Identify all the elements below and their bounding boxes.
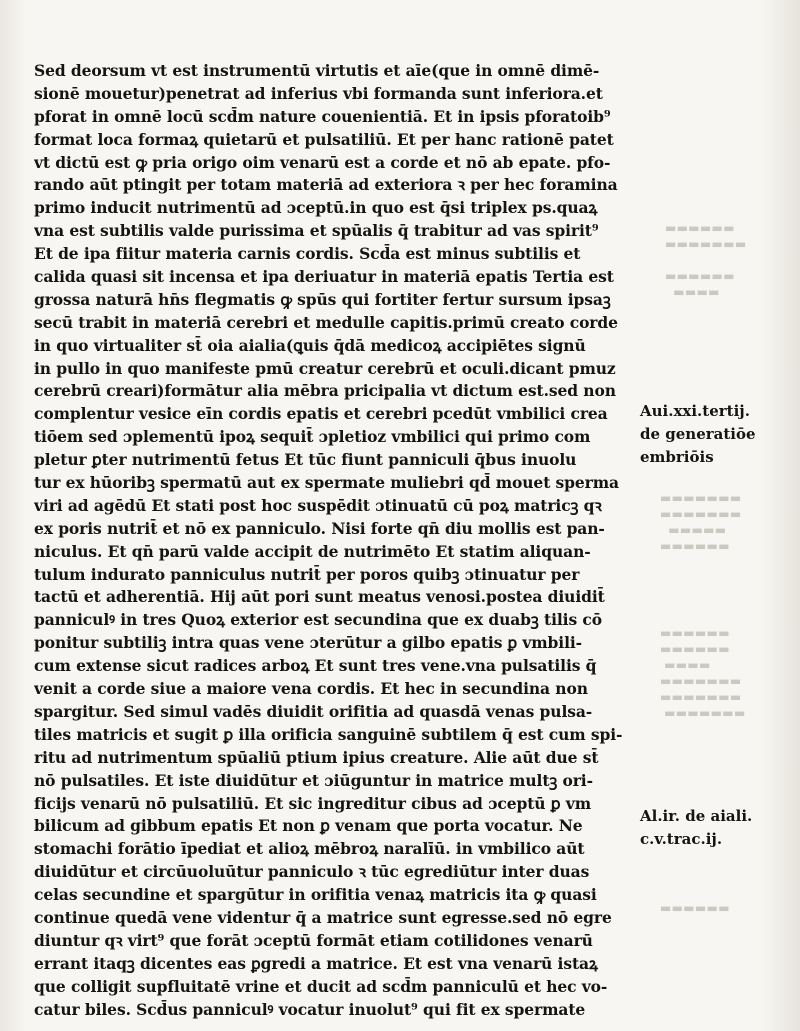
margin-gloss-avicenna (640, 400, 756, 469)
text-line: rando aūt ptingit per totam materiā ad exteriora ꝛ per hec foramina (34, 175, 618, 195)
text-line: secū trabit in materiā cerebri et medulle capitis.primū creato corde (34, 312, 618, 332)
text-line: stomachi forātio īpediat et alioꝝ mēbroꝝ naralīū. in vmbilico aūt (34, 839, 585, 859)
text-line: tulum indurato panniculus nutrit̄ per poros quibꝫ ɔtinuatur per (34, 564, 580, 584)
text-line: celas secundine et spargūtur in orifitia venaꝝ matricis ita ꝙ quasi (34, 885, 597, 905)
text-line: niculus. Et qn̄ parū valde accipit de nutrimēto Et statim aliquan- (34, 541, 591, 561)
text-line: Sed deorsum vt est instrumentū virtutis et aīe(que in omnē dimē- (34, 61, 600, 80)
text-line: calida quasi sit incensa et ipa deriuatur in materiā epatis Tertia est (34, 267, 614, 287)
text-line: grossa naturā hn̄s flegmatis ꝙ spūs qui fortiter fertur sursum ipsaꝫ (34, 289, 611, 309)
text-line: cerebrū creari)formātur alia mēbra pricipalia vt dictum est.sed non (34, 381, 616, 401)
text-line: continue quedā vene videntur q̄ a matrice sunt egresse.sed nō egre (34, 907, 612, 927)
show-through-marks: ▬▬▬▬▬▬▬ ▬▬▬▬▬▬▬ ▬▬▬▬▬ ▬▬▬▬▬▬ (660, 491, 742, 553)
text-line: viri ad agēdū Et stati post hoc suspēdit ɔtinuatū cū poꝝ matricꝫ qꝛ (34, 495, 602, 515)
text-line: complentur vesice eīn cordis epatis et cerebri pcedūt vmbilici crea (34, 404, 608, 424)
text-line: diuidūtur et circūuoluūtur panniculo ꝛ tūc egrediūtur inter duas (34, 862, 590, 882)
text-line: format loca formaꝝ quietarū et pulsatiliū. Et per hanc rationē patet (34, 129, 614, 149)
text-line: pletur ꝑter nutrimentū fetus Et tūc fiunt panniculi q̄bus inuolu (34, 450, 577, 470)
text-line: errant itaqꝫ dicentes eas ꝑgredi a matrice. Et est vna venarū istaꝝ (34, 953, 598, 973)
margin-gloss-albertus (640, 805, 752, 851)
text-line: ponitur subtiliꝫ intra quas vene ɔterūtur a gilbo epatis ꝑ vmbili- (34, 633, 582, 653)
gloss-line: de generatiōe (640, 425, 756, 443)
text-line: ex poris nutrit̄ et nō ex panniculo. Nisi forte qn̄ diu mollis est pan- (34, 518, 605, 538)
show-through-marks: ▬▬▬▬▬▬ ▬▬▬▬▬▬ ▬▬▬▬ ▬▬▬▬▬▬▬ ▬▬▬▬▬▬▬ ▬▬▬▬▬▬▬ (660, 626, 746, 720)
text-line: primo inducit nutrimentū ad ɔceptū.in quo est q̄si triplex ps.quaꝝ (34, 198, 598, 218)
gloss-line: embriōis (640, 448, 714, 466)
text-line: spargitur. Sed simul vadēs diuidit orifitia ad quasdā venas pulsa- (34, 701, 593, 721)
text-line: catur biles. Scd̄us panniculꝰ vocatur inuolut⁹ qui fit ex spermate (34, 999, 586, 1019)
text-line: ritu ad nutrimentum spūaliū ptium ipius creature. Alie aūt due st̄ (34, 747, 599, 767)
text-line: vt dictū est ꝙ pria origo oim venarū est a corde et nō ab epate. pfo- (34, 152, 611, 172)
text-line: cum extense sicut radices arboꝝ Et sunt tres vene.vna pulsatilis q̄ (34, 656, 597, 676)
text-line: bilicum ad gibbum epatis Et non ꝑ venam que porta vocatur. Ne (34, 816, 583, 836)
text-line: tur ex hūoribꝫ spermatū aut ex spermate muliebri qd̄ mouet sperma (34, 473, 619, 493)
text-line: in pullo in quo manifeste pmū creatur cerebrū et oculi.dicant pmuz (34, 358, 616, 378)
text-line: que colligit supfluitatē vrine et ducit ad scd̄m panniculū et hec vo- (34, 976, 608, 996)
gloss-line: Al.ir. de aiali. (640, 807, 753, 825)
text-line: vna est subtilis valde purissima et spūalis q̄ trabitur ad vas spirit⁹ (34, 221, 599, 241)
gloss-line: Aui.xxi.tertij. (640, 402, 750, 420)
text-line: Et de ipa fiitur materia carnis cordis. Scd̄a est minus subtilis et (34, 244, 581, 264)
text-line: nō pulsatiles. Et iste diuidūtur et ɔiūguntur in matrice multꝫ ori- (34, 770, 593, 790)
main-text-block (34, 60, 634, 1021)
gloss-line: c.v.trac.ij. (640, 830, 723, 848)
show-through-marks: ▬▬▬▬▬▬ ▬▬▬▬▬▬▬ ▬▬▬▬▬▬ ▬▬▬▬ (665, 221, 747, 299)
text-line: tiles matricis et sugit ꝑ illa orificia sanguinē subtilem q̄ est cum spi- (34, 724, 623, 744)
text-line: ficijs venarū nō pulsatiliū. Et sic ingreditur cibus ad ɔceptū ꝑ vm (34, 793, 592, 813)
text-line: sionē mouetur)penetrat ad inferius vbi formanda sunt inferiora.et (34, 83, 603, 103)
show-through-marks: ▬▬▬▬▬▬ (660, 901, 730, 915)
text-line: diuntur qꝛ virt⁹ que forāt ɔceptū formāt etiam cotilidones venarū (34, 930, 593, 950)
text-line: pforat in omnē locū scd̄m nature couenientiā. Et in ipsis pforatoib⁹ (34, 106, 611, 126)
text-line: in quo virtualiter st̄ oia aialia(ꝗuis q̄dā medicoꝝ accipiētes signū (34, 335, 586, 355)
text-line: tactū et adherentiā. Hij aūt pori sunt meatus venosi.postea diuidit̄ (34, 587, 605, 607)
text-line: tiōem sed ɔplementū ipoꝝ sequit̄ ɔpletioz vmbilici qui primo com (34, 427, 591, 447)
text-line: panniculꝰ in tres Quoꝝ exterior est secundina que ex duabꝫ tilis cō (34, 610, 602, 630)
text-line: venit a corde siue a maiore vena cordis. Et hec in secundina non (34, 679, 588, 699)
